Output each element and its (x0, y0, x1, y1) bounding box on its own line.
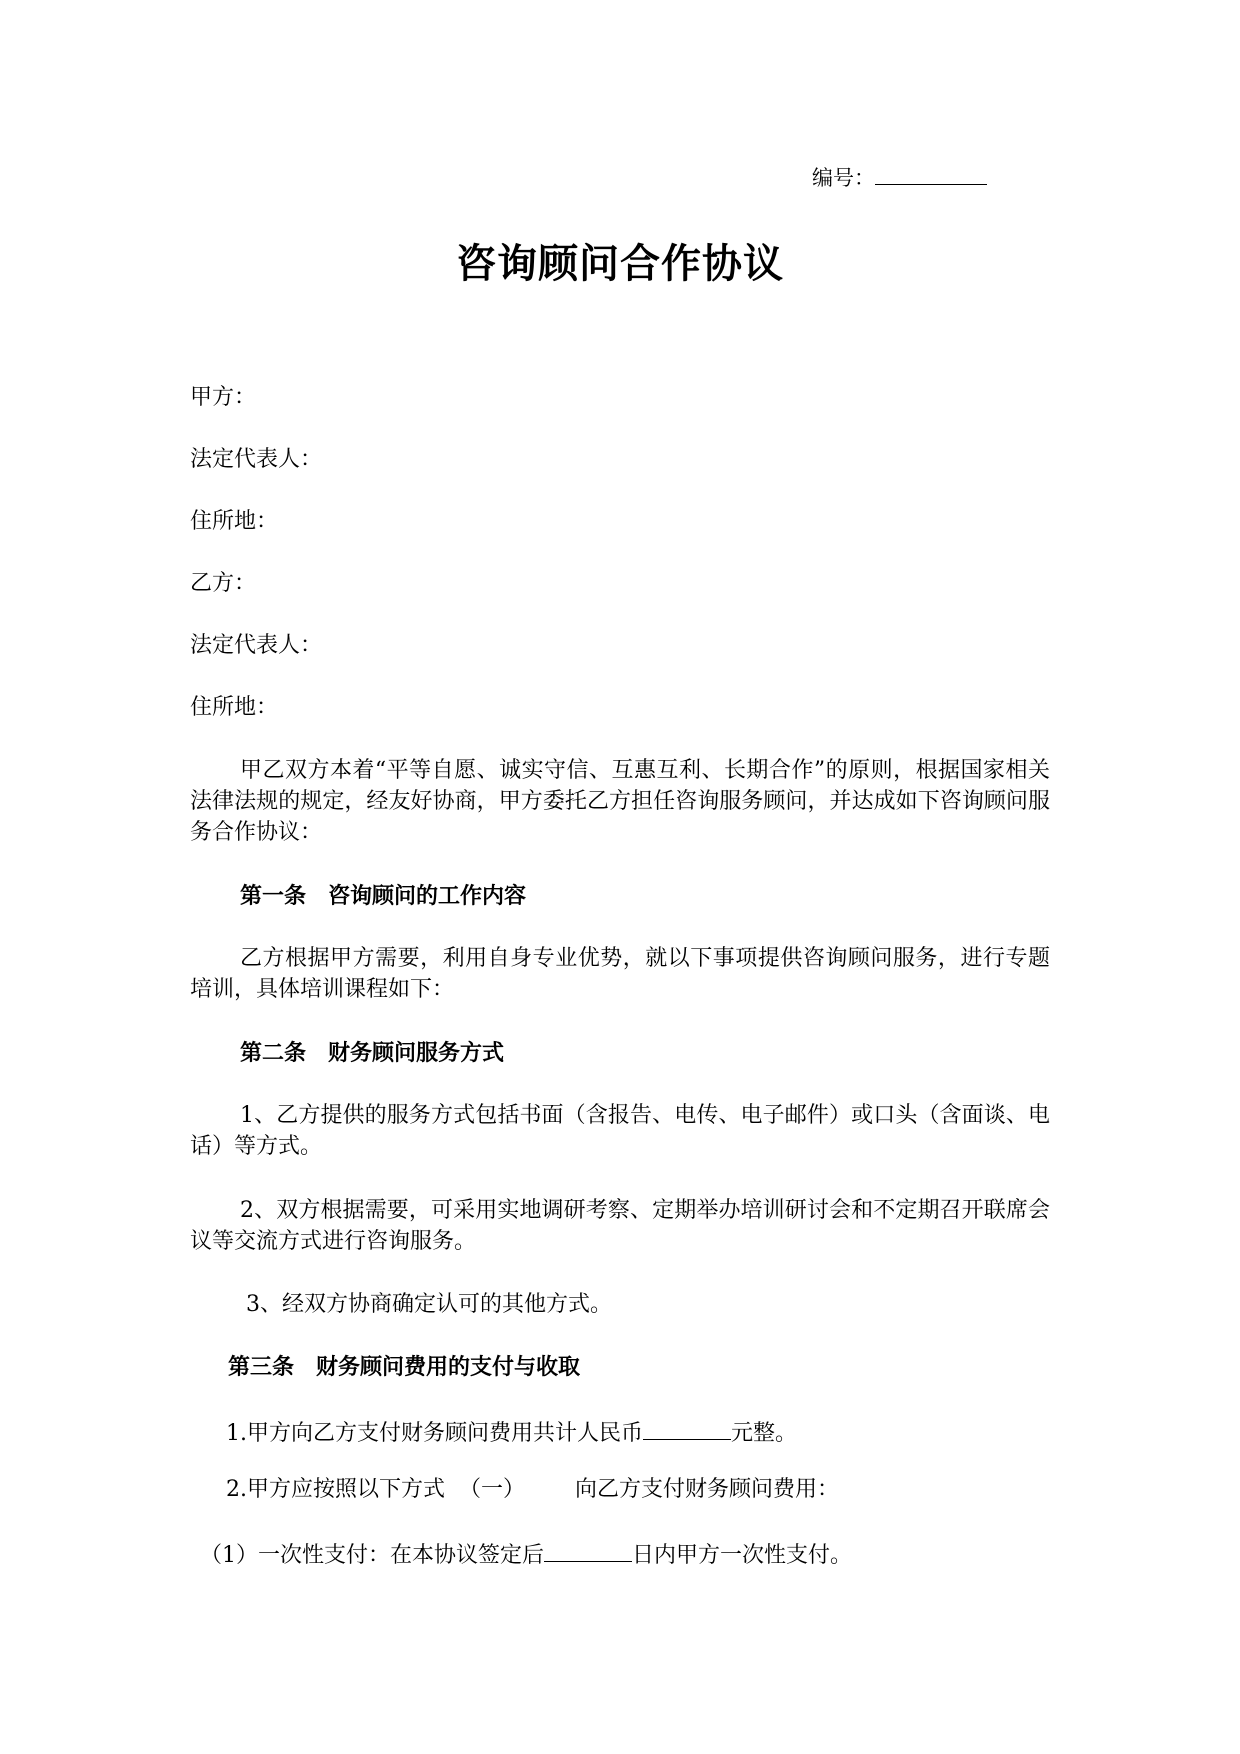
article-2-heading (240, 1038, 504, 1068)
article-1-heading (240, 881, 526, 911)
article-3-item-2 (226, 1475, 839, 1505)
article-1-number: 第一条 (240, 883, 307, 909)
article-2-number: 第二条 (240, 1040, 307, 1066)
article-2-title: 财务顾问服务方式 (328, 1040, 505, 1066)
party-a-address-label: 住所地： (190, 509, 279, 534)
party-b-address-label: 住所地： (190, 695, 279, 720)
article-3-sub-item-1-text: （1）一次性支付：在本协议签定后 (200, 1543, 544, 1568)
article-3-item-2-text: 2.甲方应按照以下方式 (226, 1477, 445, 1502)
article-2-item-3: 3、经双方协商确定认可的其他方式。 (246, 1292, 612, 1317)
article-1-body: 乙方根据甲方需要，利用自身专业优势，就以下事项提供咨询顾问服务，进行专题培训，具体培训课程如下： (190, 946, 1050, 1002)
article-3-sub-item-1 (200, 1537, 852, 1571)
article-3-item-1-text: 1.甲方向乙方支付财务顾问费用共计人民币 (226, 1421, 643, 1446)
article-3-sub-item-1-suffix: 日内甲方一次性支付。 (632, 1543, 853, 1568)
article-2-item-1: 1、乙方提供的服务方式包括书面（含报告、电传、电子邮件）或口头（含面谈、电话）等方式。 (190, 1103, 1050, 1159)
document-number (812, 162, 987, 193)
party-b-label: 乙方： (190, 571, 257, 596)
party-a-representative-label: 法定代表人： (190, 447, 323, 472)
document-number-blank (875, 162, 987, 185)
preamble-paragraph: 甲乙双方本着“平等自愿、诚实守信、互惠互利、长期合作”的原则，根据国家相关法律法规的规定，经友好协商，甲方委托乙方担任咨询服务顾问，并达成如下咨询顾问服务合作协议： (190, 758, 1050, 845)
article-3-item-1 (226, 1415, 797, 1449)
days-blank (544, 1537, 632, 1562)
article-3-number: 第三条 (228, 1354, 295, 1380)
amount-blank (643, 1415, 731, 1440)
document-title: 咨询顾问合作协议 (456, 240, 784, 287)
party-a-label: 甲方： (190, 385, 257, 410)
payment-method-choice: （一） (459, 1477, 526, 1502)
article-3-title: 财务顾问费用的支付与收取 (316, 1354, 581, 1380)
document-number-label: 编号： (812, 166, 875, 190)
article-3-heading (228, 1352, 580, 1382)
article-1-title: 咨询顾问的工作内容 (328, 883, 527, 909)
article-2-item-2: 2、双方根据需要，可采用实地调研考察、定期举办培训研讨会和不定期召开联席会议等交流方式进行咨询服务。 (190, 1198, 1050, 1254)
party-b-representative-label: 法定代表人： (190, 633, 323, 658)
article-3-item-1-suffix: 元整。 (731, 1421, 798, 1446)
article-3-item-2-suffix: 向乙方支付财务顾问费用： (575, 1477, 840, 1502)
